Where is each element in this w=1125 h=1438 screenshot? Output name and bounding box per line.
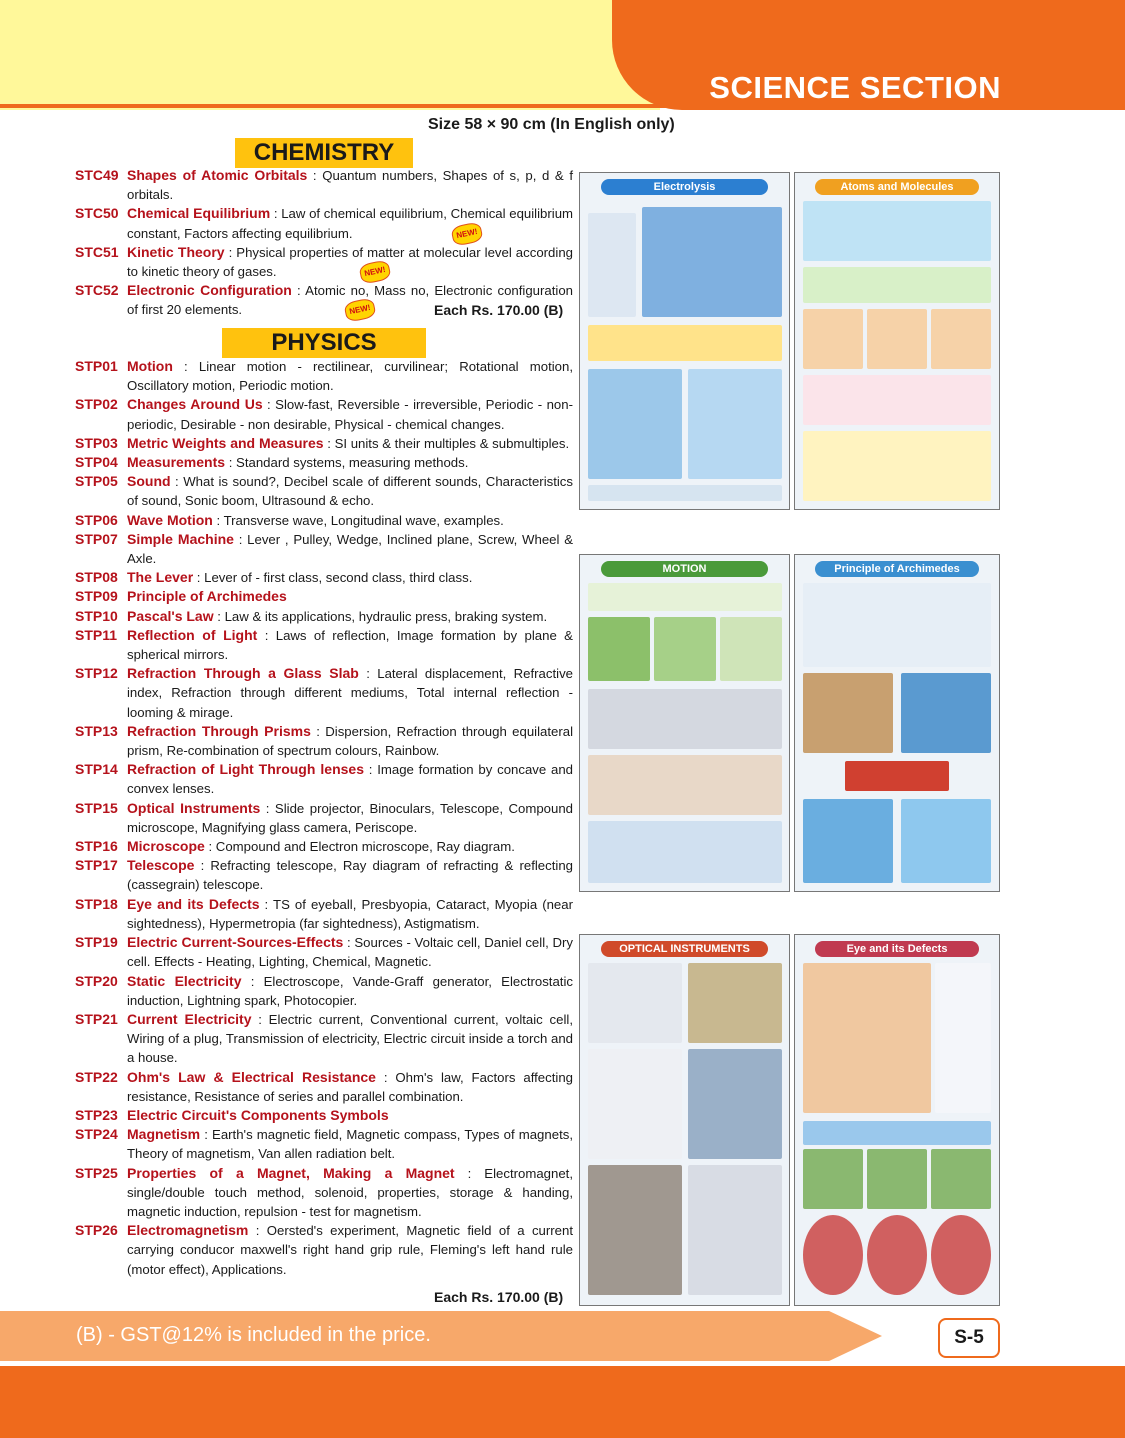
illustration-block [803,1121,991,1145]
entry-code: STP11 [75,626,118,643]
catalog-entry [75,933,573,971]
entry-code: STP12 [75,665,118,682]
illustration-block [845,761,949,791]
page-number: S-5 [938,1318,1000,1358]
entry-text [127,1106,573,1125]
entry-title: Measurements [127,454,226,471]
catalog-entry [75,664,573,722]
entry-text [127,799,573,837]
chart-thumbnail-title: MOTION [601,561,768,577]
catalog-entry [75,472,573,510]
entry-code: STP24 [75,1126,118,1143]
entry-title: Microscope [127,838,205,855]
entry-text [127,895,573,933]
illustration-block [588,1049,682,1159]
catalog-entry [75,1106,573,1125]
catalog-entry [75,799,573,837]
entry-text [127,664,573,722]
entry-title: Ohm's Law & Electrical Resistance [127,1068,376,1085]
entry-code: STP09 [75,588,118,605]
chart-thumbnail-motion [579,554,790,892]
entry-code: STP14 [75,761,118,778]
entry-title: Optical Instruments [127,799,261,816]
entry-description: : Earth's magnetic field, Magnetic compass, Types of magnets, Theory of magnetism, Van allen radiation belt. [127,1127,573,1162]
illustration-block [803,267,991,303]
entry-title: Kinetic Theory [127,243,225,260]
entry-text [127,837,573,856]
entry-code: STP19 [75,934,118,951]
entry-code: STP21 [75,1010,118,1027]
catalog-entry [75,395,573,433]
illustration-block [803,201,991,261]
entry-title: The Lever [127,569,194,586]
illustration-block [931,1215,991,1295]
catalog-entry [75,1164,573,1222]
entry-text [127,357,573,395]
entry-text [127,511,573,530]
entry-code: STP01 [75,358,118,374]
entry-title: Telescope [127,857,195,874]
entry-code: STP23 [75,1106,118,1123]
entry-description: : Transverse wave, Longitudinal wave, examples. [212,512,504,528]
catalog-entry [75,357,573,395]
catalog-entry [75,856,573,894]
entry-description: : Refracting telescope, Ray diagram of refracting & reflecting (cassegrain) telescope. [127,858,573,893]
catalog-entry [75,568,573,587]
entry-description: : Law of chemical equilibrium, Chemical equilibrium constant, Factors affecting equilibrium. [127,206,574,241]
illustration-block [867,309,927,369]
illustration-block [931,1149,991,1209]
entry-title: Electronic Configuration [127,282,292,299]
entry-title: Simple Machine [127,530,234,547]
entry-text [127,530,573,568]
catalog-entry [75,434,573,453]
chart-thumbnail-archimedes [794,554,1000,892]
entry-title: Motion [127,358,173,374]
catalog-entry [75,1125,573,1163]
illustration-block [588,689,782,749]
catalog-entry [75,895,573,933]
physics-price: Each Rs. 170.00 (B) [434,1289,564,1305]
entry-description: : Atomic no, Mass no, Electronic configuration of first 20 elements. [127,283,573,318]
illustration-block [588,1165,682,1295]
catalog-entry [75,587,573,606]
illustration-block [867,1149,927,1209]
entry-description: : Standard systems, measuring methods. [225,455,469,471]
entry-title: Properties of a Magnet, Making a Magnet [127,1164,455,1181]
illustration-block [803,309,863,369]
entry-title: Refraction of Light Through lenses [127,761,365,778]
entry-code: STP05 [75,473,118,490]
illustration-block [688,1165,782,1295]
illustration-block [588,213,636,317]
illustration-block [588,485,782,501]
entry-text [127,1164,573,1222]
illustration-block [588,755,782,815]
new-badge: NEW! [450,221,484,247]
entry-description: : Physical properties of matter at molecular level according to kinetic theory of gases. [127,244,573,280]
entry-code: STP08 [75,569,118,586]
new-badge: NEW! [343,297,377,323]
entry-description: : Image formation by concave and convex lenses. [127,762,574,797]
entry-text [127,587,573,606]
entry-code: STP10 [75,607,118,624]
entry-description: : SI units & their multiples & submultiples. [323,435,570,451]
catalog-entry [75,722,573,760]
entry-title: Changes Around Us [127,396,263,413]
entry-code: STP04 [75,454,118,471]
entry-description: : Oersted's experiment, Magnetic field of a current carrying conducor maxwell's right hand grip rule, Fleming's left hand rule (motor effect), Applications. [127,1223,573,1277]
illustration-block [588,325,782,361]
chart-thumbnail-eye-defects [794,934,1000,1306]
entry-title: Principle of Archimedes [127,588,287,605]
entry-code: STP06 [75,511,118,528]
entry-description: : Laws of reflection, Image formation by plane & spherical mirrors. [127,627,573,663]
footer-band [0,1366,1125,1438]
illustration-block [803,1149,863,1209]
illustration-block [588,963,682,1043]
illustration-block [588,617,650,681]
entry-text [127,972,573,1010]
chemistry-list [75,166,573,320]
entry-title: Refraction Through Prisms [127,722,311,739]
entry-code: STP02 [75,396,118,413]
entry-description: : What is sound?, Decibel scale of different sounds, Characteristics of sound, Sonic boom, Ultrasound & echo. [127,474,573,509]
catalog-entry [75,453,573,472]
illustration-block [931,309,991,369]
illustration-block [901,673,991,753]
entry-description: : Linear motion - rectilinear, curvilinear; Rotational motion, Oscillatory motion, Periodic motion. [127,359,573,394]
gst-note: (B) - GST@12% is included in the price. [76,1324,431,1346]
entry-text [127,626,573,664]
illustration-block [803,583,991,667]
section-title: SCIENCE SECTION [709,70,1001,105]
entry-code: STC50 [75,205,119,222]
entry-description: : Lever of - first class, second class, third class. [193,570,473,586]
entry-title: Magnetism [127,1126,201,1143]
entry-description: : Dispersion, Refraction through equilateral prism, Re-combination of spectrum colours, Rainbow. [127,723,573,759]
entry-code: STP16 [75,838,118,855]
size-note: Size 58 × 90 cm (In English only) [428,116,675,133]
header-yellow-band [0,0,660,110]
illustration-block [588,369,682,479]
catalog-entry [75,837,573,856]
catalog-entry [75,626,573,664]
chart-thumbnail-title: Electrolysis [601,179,768,195]
catalog-entry [75,166,573,204]
catalog-entry [75,1221,573,1279]
entry-code: STP20 [75,972,118,989]
entry-text [127,166,573,204]
entry-code: STP17 [75,857,118,874]
entry-description: : Law & its applications, hydraulic press, braking system. [213,608,548,624]
entry-title: Electric Circuit's Components Symbols [127,1106,389,1123]
chemistry-heading: CHEMISTRY [235,138,413,168]
entry-title: Electromagnetism [127,1222,249,1239]
entry-text [127,1010,573,1068]
illustration-block [803,673,893,753]
entry-text [127,760,573,798]
catalog-entry [75,511,573,530]
chart-thumbnail-title: Atoms and Molecules [815,179,978,195]
entry-title: Sound [127,473,171,490]
entry-text [127,568,573,587]
entry-description: : TS of eyeball, Presbyopia, Cataract, Myopia (near sightedness), Hypermetropia (far sightedness), Astigmatism. [127,896,573,931]
chart-thumbnail-electrolysis [579,172,790,510]
entry-code: STP25 [75,1164,118,1181]
entry-text [127,243,573,281]
chart-thumbnail-title: Principle of Archimedes [815,561,978,577]
illustration-block [901,799,991,883]
entry-text [127,1068,573,1106]
catalog-entry [75,530,573,568]
entry-title: Refraction Through a Glass Slab [127,665,359,682]
entry-code: STP15 [75,799,118,816]
entry-text [127,395,573,433]
entry-text [127,204,573,242]
entry-title: Wave Motion [127,511,213,528]
entry-text [127,1221,573,1279]
entry-code: STC51 [75,243,119,260]
entry-code: STC52 [75,282,119,299]
illustration-block [642,207,782,317]
chart-thumbnail-optical-instruments [579,934,790,1306]
illustration-block [803,799,893,883]
physics-list [75,357,573,1279]
catalog-entry [75,204,573,242]
entry-text [127,434,573,453]
entry-code: STC49 [75,167,119,183]
illustration-block [588,821,782,883]
catalog-entry [75,1068,573,1106]
catalog-entry [75,243,573,281]
chemistry-price: Each Rs. 170.00 (B) [434,302,564,318]
entry-description: : Compound and Electron microscope, Ray diagram. [204,839,515,855]
entry-description: : Lateral displacement, Refractive index, Refraction through different mediums, Total internal reflection - looming & mirage. [127,666,574,720]
entry-description: : Sources - Voltaic cell, Daniel cell, Dry cell. Effects - Heating, Lighting, Chemical, Magnetic. [127,935,573,970]
physics-heading: PHYSICS [222,328,426,358]
entry-description: : Electric current, Conventional current, voltaic cell, Wiring of a plug, Transmission of electricity, Electric circuit inside a torch and a house. [127,1011,573,1066]
illustration-block [688,963,782,1043]
entry-code: STP03 [75,434,118,451]
entry-title: Pascal's Law [127,607,214,624]
illustration-block [803,1215,863,1295]
illustration-block [935,963,991,1113]
catalog-entry [75,972,573,1010]
entry-code: STP07 [75,530,118,547]
entry-description: : Ohm's law, Factors affecting resistance, Resistance of series and parallel combination. [127,1069,573,1104]
chart-thumbnail-atoms-molecules [794,172,1000,510]
entry-code: STP22 [75,1068,118,1085]
entry-title: Shapes of Atomic Orbitals [127,167,308,183]
entry-text [127,472,573,510]
entry-description: : Electroscope, Vande-Graff generator, Electrostatic induction, Lightning spark, Photocopier. [127,973,573,1008]
entry-code: STP26 [75,1222,118,1239]
entry-description: : Lever , Pulley, Wedge, Inclined plane, Screw, Wheel & Axle. [127,531,574,567]
entry-description: : Slide projector, Binoculars, Telescope, Compound microscope, Magnifying glass camera, Periscope. [127,800,573,835]
catalog-entry [75,760,573,798]
entry-title: Metric Weights and Measures [127,434,324,451]
illustration-block [803,375,991,425]
entry-description: : Electromagnet, single/double touch method, solenoid, properties, storage & handing, magnetic induction, repulsion - test for magnetism. [127,1165,573,1219]
entry-description: : Slow-fast, Reversible - irreversible, Periodic - non-periodic, Desirable - non desirable, Physical - chemical changes. [127,397,573,432]
entry-code: STP13 [75,722,118,739]
entry-title: Chemical Equilibrium [127,205,271,222]
entry-title: Current Electricity [127,1010,252,1027]
entry-title: Electric Current-Sources-Effects [127,934,344,951]
entry-text [127,856,573,894]
entry-text [127,933,573,971]
catalog-entry [75,1010,573,1068]
chart-thumbnail-title: Eye and its Defects [815,941,978,957]
entry-title: Eye and its Defects [127,895,260,912]
entry-text [127,607,573,626]
catalog-entry [75,607,573,626]
illustration-block [720,617,782,681]
entry-text [127,722,573,760]
illustration-block [867,1215,927,1295]
entry-title: Reflection of Light [127,626,258,643]
illustration-block [588,583,782,611]
new-badge: NEW! [358,259,392,285]
illustration-block [803,963,931,1113]
entry-description: : Quantum numbers, Shapes of s, p, d & f orbitals. [127,168,573,203]
illustration-block [688,1049,782,1159]
entry-code: STP18 [75,895,118,912]
entry-text [127,1125,573,1163]
illustration-block [654,617,716,681]
entry-title: Static Electricity [127,972,242,989]
entry-text [127,453,573,472]
illustration-block [803,431,991,501]
chart-thumbnail-title: OPTICAL INSTRUMENTS [601,941,768,957]
illustration-block [688,369,782,479]
